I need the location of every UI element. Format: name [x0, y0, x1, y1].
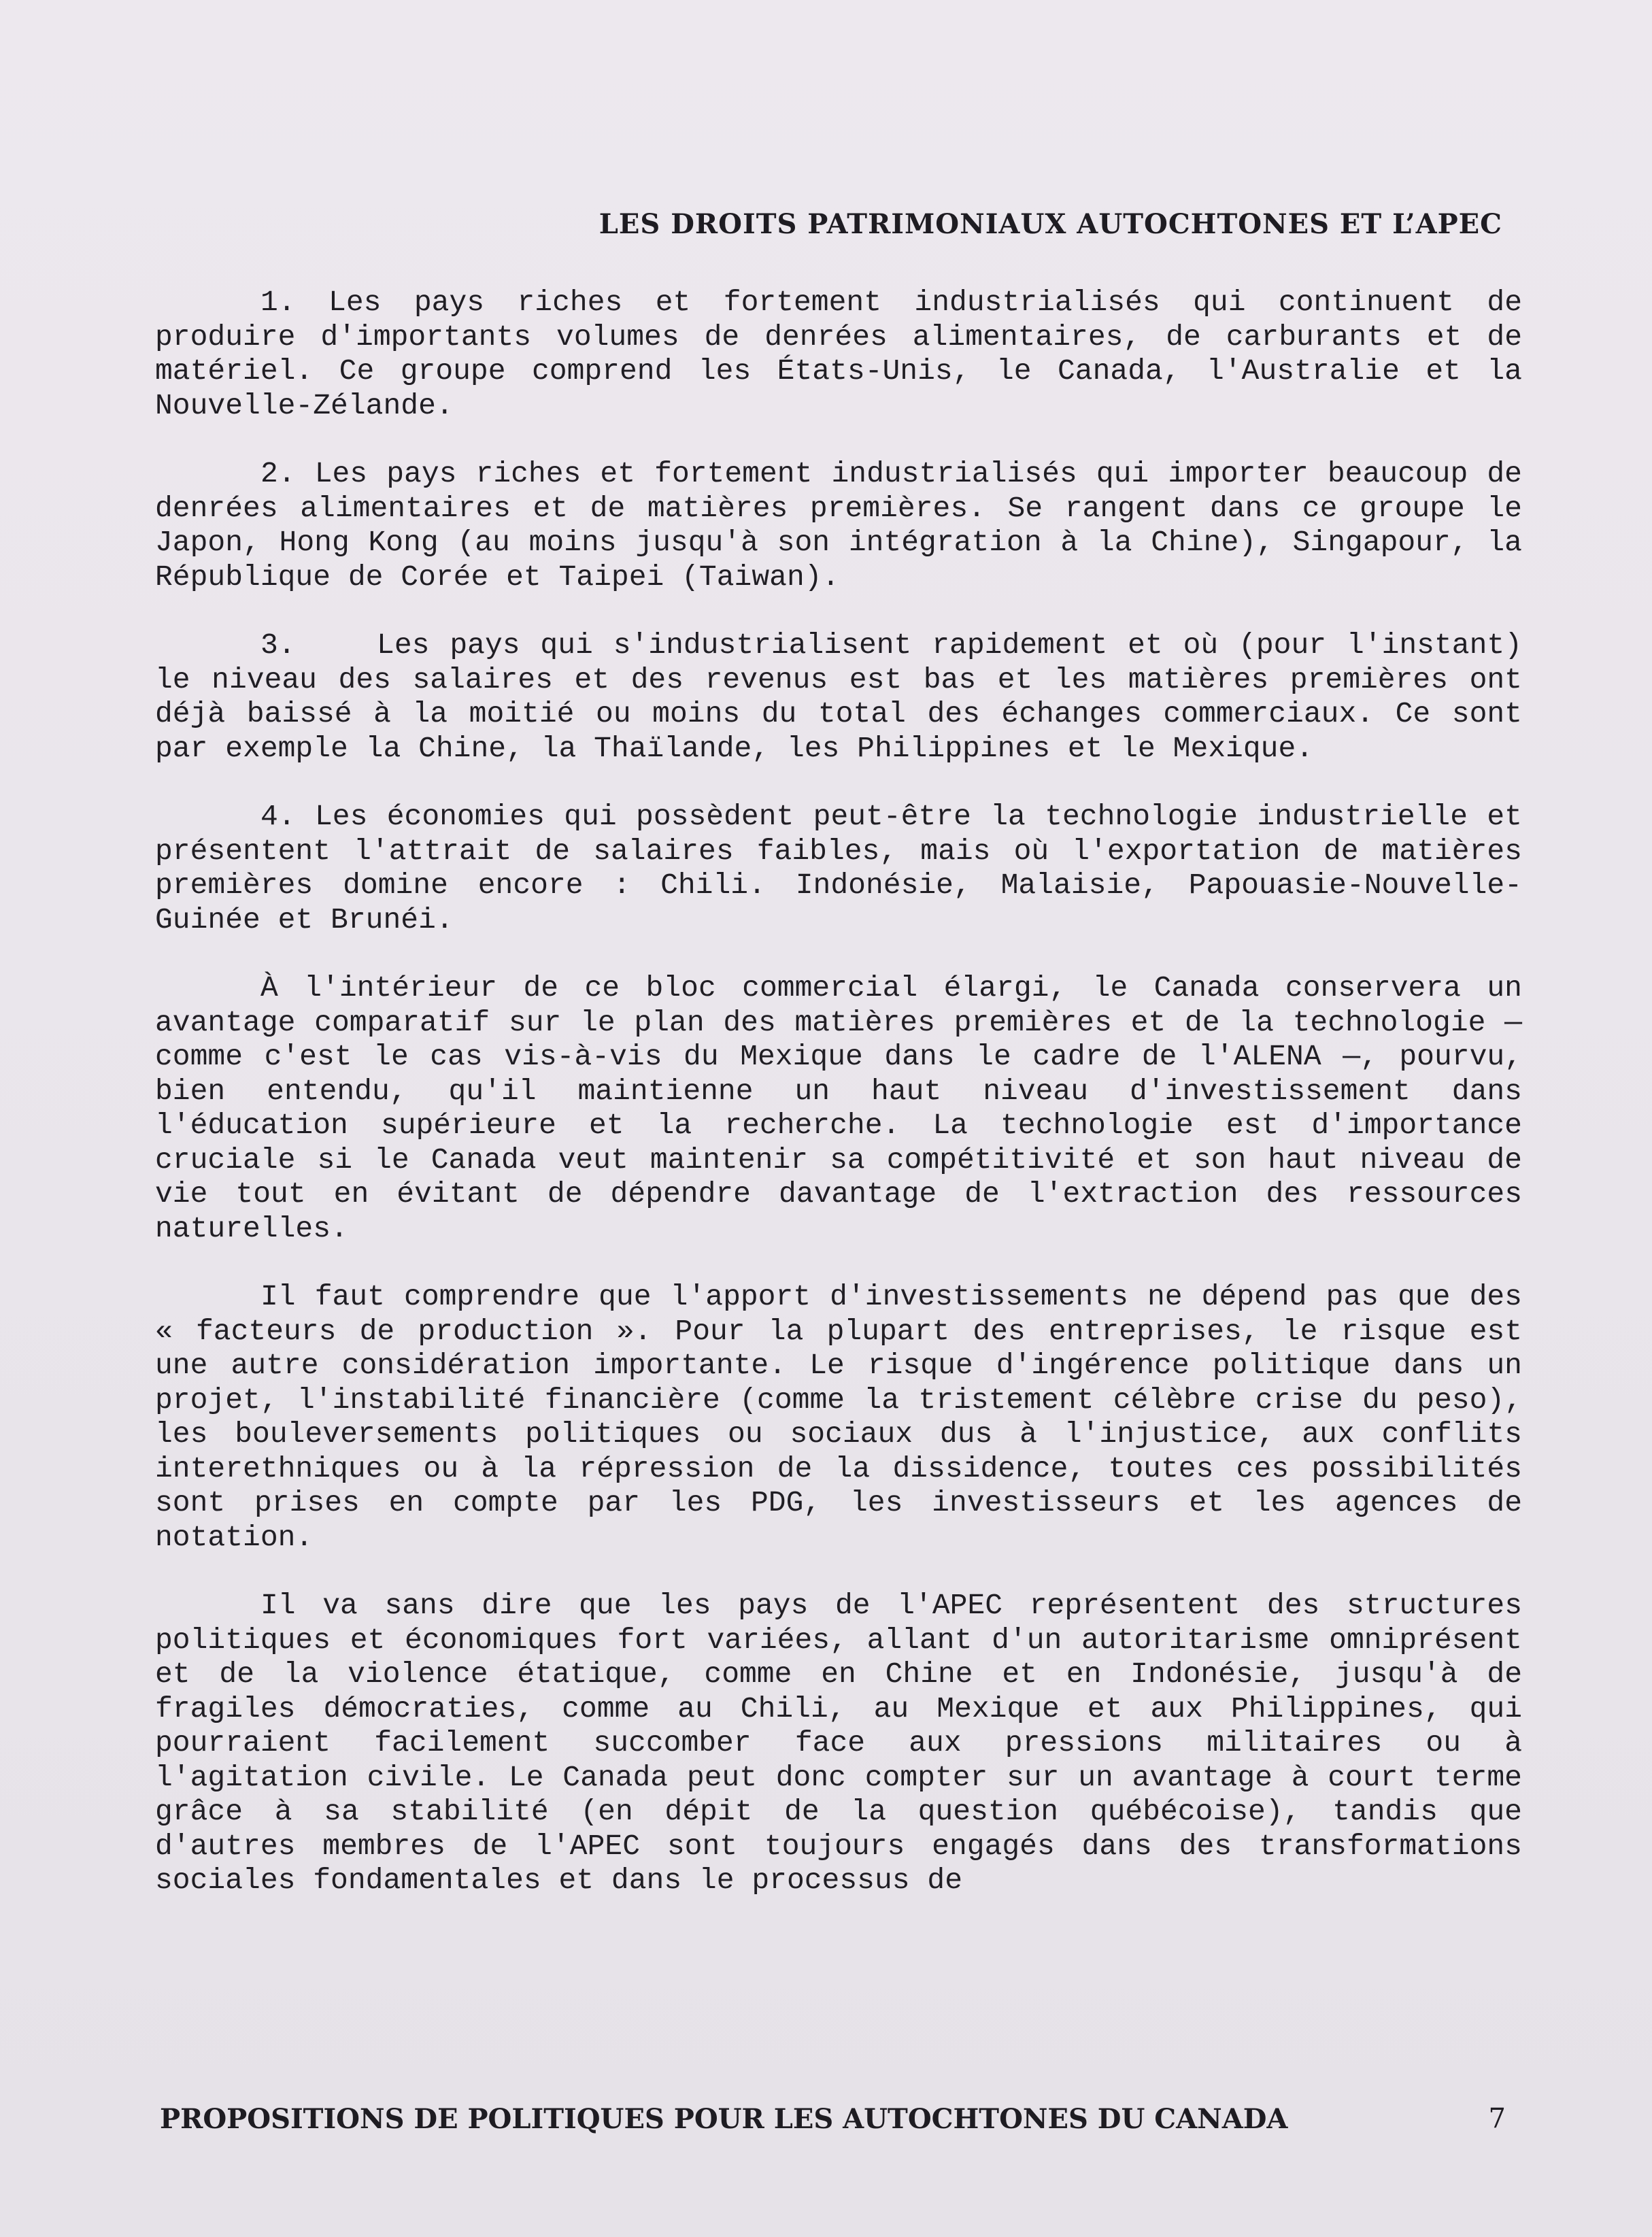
page-number: 7 — [1488, 2103, 1506, 2134]
paragraph-3: 3. Les pays qui s'industrialisent rapidement et où (pour l'instant) le niveau des salaires et des revenus est bas et les matières premières ont déjà baissé à la moitié ou moins du total des échanges commerciaux. Ce sont par exemple la Chine, la Thaïlande, les Philippines et le Mexique. — [155, 628, 1540, 765]
running-header: LES DROITS PATRIMONIAUX AUTOCHTONES ET L’APEC — [599, 208, 1502, 240]
paragraph-5: À l'intérieur de ce bloc commercial élargi, le Canada conservera un avantage comparatif sur le plan des matières premières et de la technologie — comme c'est le cas vis-à-vis du Mexique dans le cadre de l'ALENA —, pourvu, bien entendu, qu'il maintienne un haut niveau d'investissement dans l'éducation supérieure et la recherche. La technologie est d'importance cruciale si le Canada veut maintenir sa compétitivité et son haut niveau de vie tout en évitant de dépendre davantage de l'extraction des ressources naturelles. — [155, 971, 1522, 1245]
paragraph-2: 2. Les pays riches et fortement industrialisés qui importer beaucoup de denrées alimentaires et de matières premières. Se rangent dans ce groupe le Japon, Hong Kong (au moins jusqu'à son intégration à la Chine), Singapour, la République de Corée et Taipei (Taiwan). — [155, 457, 1522, 594]
paragraph-1: 1. Les pays riches et fortement industrialisés qui continuent de produire d'importants volumes de denrées alimentaires, de carburants et de matériel. Ce groupe comprend les États-Unis, le Canada, l'Australie et la Nouvelle-Zélande. — [155, 286, 1522, 422]
paragraph-7: Il va sans dire que les pays de l'APEC représentent des structures politiques et économiques fort variées, allant d'un autoritarisme omniprésent et de la violence étatique, comme en Chine et en Indonésie, jusqu'à de fragiles démocraties, comme au Chili, au Mexique et aux Philippines, qui pourraient facilement succomber face aux pressions militaires ou à l'agitation civile. Le Canada peut donc compter sur un avantage à court terme grâce à sa stabilité (en dépit de la question québécoise), tandis que d'autres membres de l'APEC sont toujours engagés dans des transformations sociales fondamentales et dans le processus de — [155, 1589, 1522, 1897]
paragraph-4: 4. Les économies qui possèdent peut-être la technologie industrielle et présentent l'attrait de salaires faibles, mais où l'exportation de matières premières domine encore : Chili. Indonésie, Malaisie, Papouasie-Nouvelle-Guinée et Brunéi. — [155, 800, 1522, 937]
paragraph-6: Il faut comprendre que l'apport d'investissements ne dépend pas que des « facteurs de production ». Pour la plupart des entreprises, le risque est une autre considération importante. Le risque d'ingérence politique dans un projet, l'instabilité financière (comme la tristement célèbre crise du peso), les bouleversements politiques ou sociaux dus à l'injustice, aux conflits interethniques ou à la répression de la dissidence, toutes ces possibilités sont prises en compte par les PDG, les investisseurs et les agences de notation. — [155, 1280, 1522, 1554]
body-text — [155, 286, 1540, 1898]
footer-title: PROPOSITIONS DE POLITIQUES POUR LES AUTOCHTONES DU CANADA — [160, 2103, 1288, 2135]
page-footer — [160, 2103, 1506, 2135]
